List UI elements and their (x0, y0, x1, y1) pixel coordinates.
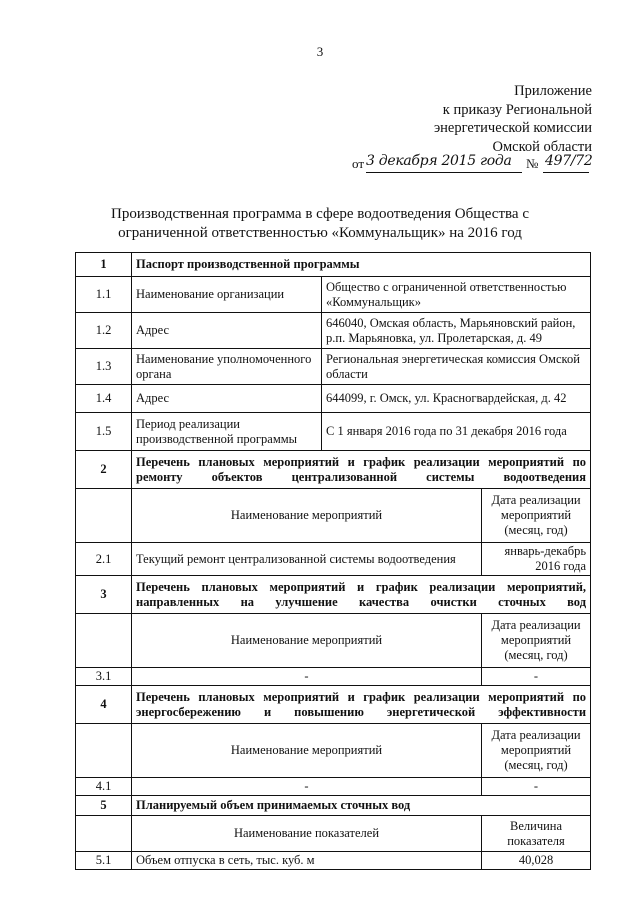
number-underline (543, 172, 589, 173)
column-header-name: Наименование показателей (132, 816, 482, 852)
row-value: 40,028 (482, 852, 591, 870)
column-header-date: Дата реализации мероприятий (месяц, год) (482, 614, 591, 668)
row-label: Наименование организации (132, 277, 322, 313)
table-row (76, 778, 591, 796)
row-number: 2.1 (76, 543, 132, 576)
row-label: Наименование уполномоченного органа (132, 349, 322, 385)
row-value: С 1 января 2016 года по 31 декабря 2016 года (322, 413, 591, 451)
column-header-value: Величина показателя (482, 816, 591, 852)
row-number: 4.1 (76, 778, 132, 796)
column-header-row (76, 489, 591, 543)
document-title (0, 205, 640, 243)
table-row (76, 413, 591, 451)
appendix-line: энергетической комиссии (433, 120, 592, 136)
order-date-handwritten: 3 декабря 2015 года (366, 153, 512, 169)
row-date: - (482, 668, 591, 686)
table-row (76, 313, 591, 349)
column-header-date: Дата реализации мероприятий (месяц, год) (482, 724, 591, 778)
order-number-sign: № (526, 156, 539, 171)
order-number-handwritten: 497/72 (545, 153, 593, 169)
column-header-row (76, 816, 591, 852)
production-program-table (75, 252, 591, 870)
section-header-row (76, 686, 591, 724)
section-number: 2 (76, 451, 132, 489)
section-title: Планируемый объем принимаемых сточных вод (132, 796, 591, 816)
row-value: Общество с ограниченной ответственностью «Коммунальщик» (322, 277, 591, 313)
appendix-line: Омской области (492, 138, 592, 155)
row-number: 1.3 (76, 349, 132, 385)
table-row (76, 277, 591, 313)
page-number: 3 (316, 44, 324, 59)
table-row (76, 852, 591, 870)
section-title: Перечень плановых мероприятий и график реализации мероприятий по энергосбережению и повышению энергетической эффективности (132, 686, 591, 724)
empty-cell (76, 614, 132, 668)
row-number: 3.1 (76, 668, 132, 686)
row-number: 1.4 (76, 385, 132, 413)
title-line: Производственная программа в сфере водоотведения Общества с (111, 206, 529, 222)
row-name: Текущий ремонт централизованной системы водоотведения (132, 543, 482, 576)
section-number: 5 (76, 796, 132, 816)
appendix-block (434, 82, 592, 156)
date-underline (366, 172, 522, 173)
appendix-line: Приложение (514, 83, 592, 99)
section-title: Паспорт производственной программы (132, 253, 591, 277)
row-date: январь-декабрь 2016 года (482, 543, 591, 576)
empty-cell (76, 489, 132, 543)
table-row (76, 543, 591, 576)
row-name: Объем отпуска в сеть, тыс. куб. м (132, 852, 482, 870)
row-label: Период реализации производственной программы (132, 413, 322, 451)
column-header-row (76, 614, 591, 668)
table-row (76, 349, 591, 385)
table-row (76, 385, 591, 413)
section-number: 4 (76, 686, 132, 724)
section-header-row (76, 451, 591, 489)
row-number: 1.5 (76, 413, 132, 451)
row-number: 5.1 (76, 852, 132, 870)
section-header-row (76, 576, 591, 614)
column-header-row (76, 724, 591, 778)
row-value: 644099, г. Омск, ул. Красногвардейская, д. 42 (322, 385, 591, 413)
row-value: 646040, Омская область, Марьяновский район, р.п. Марьяновка, ул. Пролетарская, д. 49 (322, 313, 591, 349)
column-header-date: Дата реализации мероприятий (месяц, год) (482, 489, 591, 543)
row-name: - (132, 778, 482, 796)
row-number: 1.2 (76, 313, 132, 349)
row-date: - (482, 778, 591, 796)
appendix-line: к приказу Региональной (442, 101, 592, 118)
section-number: 3 (76, 576, 132, 614)
empty-cell (76, 816, 132, 852)
column-header-name: Наименование мероприятий (132, 614, 482, 668)
section-header-row (76, 253, 591, 277)
table-row (76, 668, 591, 686)
title-line: ограниченной ответственностью «Коммунальщик» на 2016 год (118, 225, 522, 241)
section-number: 1 (76, 253, 132, 277)
order-reference (352, 153, 593, 176)
order-prefix: от (352, 156, 365, 171)
row-number: 1.1 (76, 277, 132, 313)
row-name: - (132, 668, 482, 686)
column-header-name: Наименование мероприятий (132, 489, 482, 543)
section-title: Перечень плановых мероприятий и график реализации мероприятий по ремонту объектов централизованной системы водоотведения (132, 451, 591, 489)
empty-cell (76, 724, 132, 778)
row-value: Региональная энергетическая комиссия Омской области (322, 349, 591, 385)
row-label: Адрес (132, 385, 322, 413)
section-header-row (76, 796, 591, 816)
section-title: Перечень плановых мероприятий и график реализации мероприятий, направленных на улучшение качества очистки сточных вод (132, 576, 591, 614)
row-label: Адрес (132, 313, 322, 349)
column-header-name: Наименование мероприятий (132, 724, 482, 778)
